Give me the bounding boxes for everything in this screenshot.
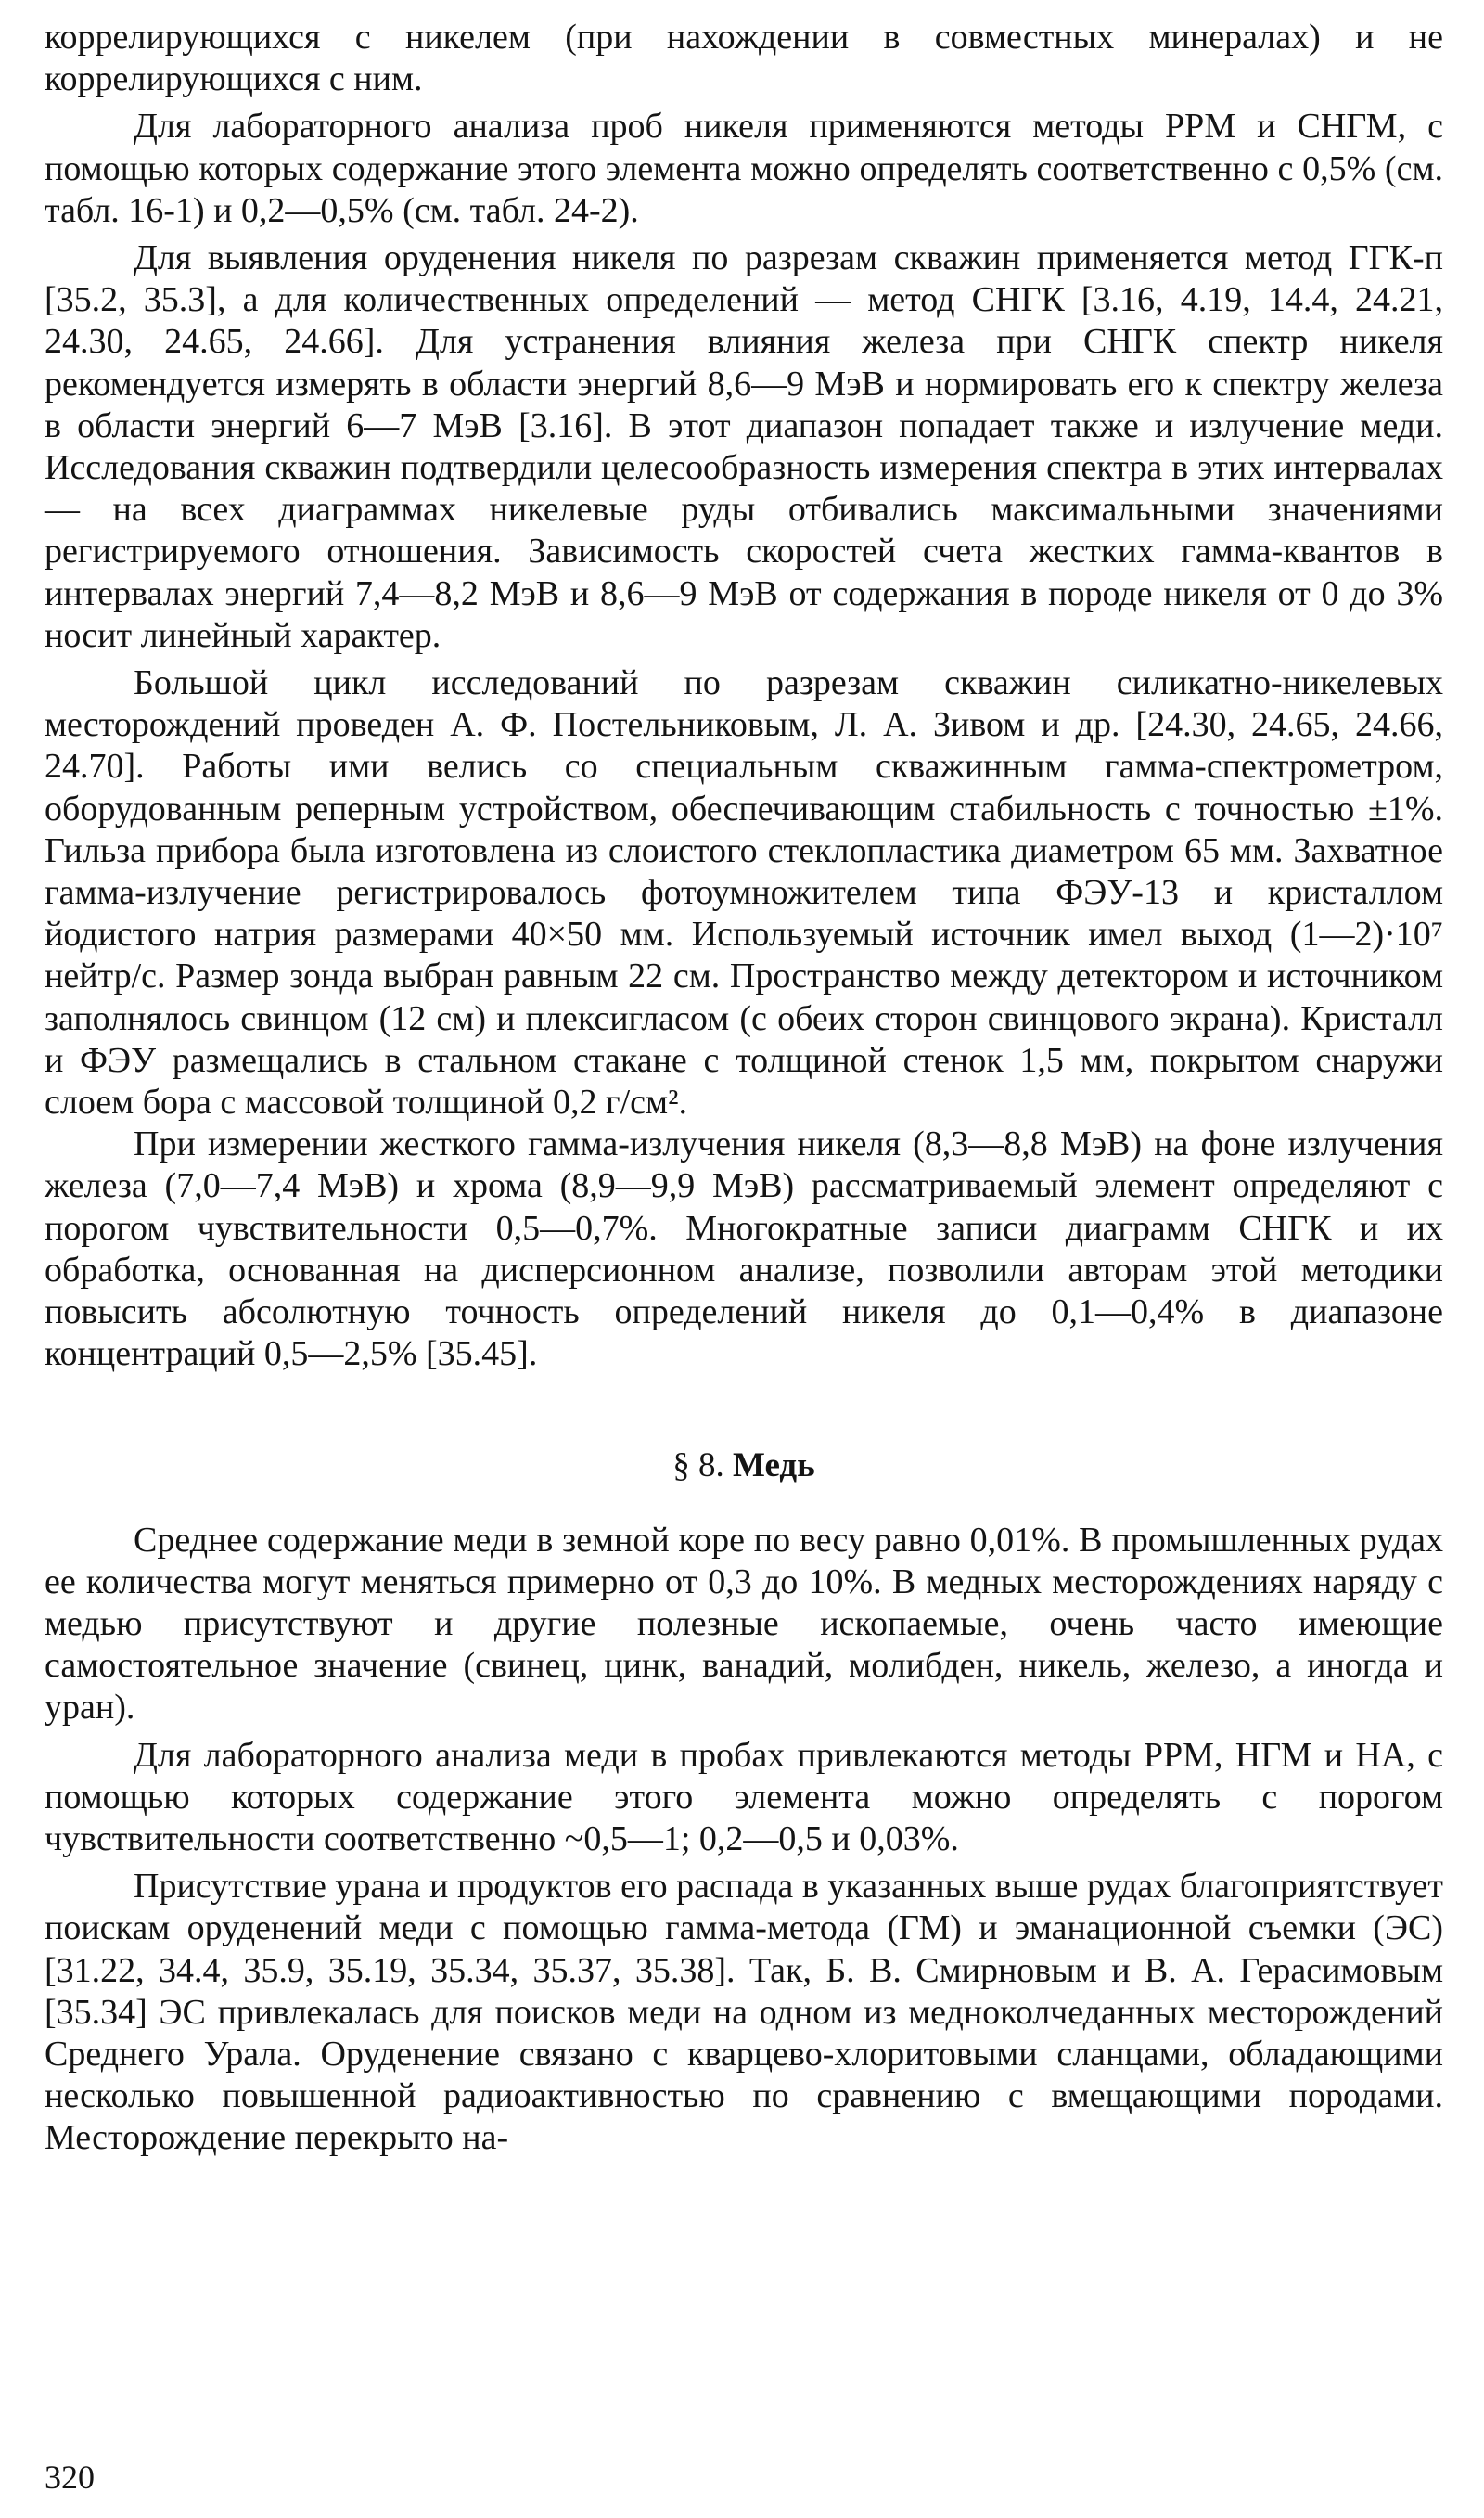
section-number: § 8. bbox=[672, 1445, 724, 1484]
paragraph-1: коррелирующихся с никелем (при нахождении в совместных минералах) и не коррелирующихся с ним. bbox=[45, 18, 1443, 99]
paragraph-8: Присутствие урана и продуктов его распада в указанных выше рудах благоприятствует поискам оруденений меди с помощью гамма-метода (ГМ) и эманационной съемки (ЭС) [31.22, 34.4, 35.9, 35.19, 35.34, 35.37, 35.38]. Так, Б. В. Смирновым и В. А. Герасимовым [35.34] ЭС привлекалась для поисков меди на одном из медноколчеданных месторождений Среднего Урала. Оруденение связано с кварцево-хлоритовыми сланцами, обладающими несколько повышенной радиоактивностью по сравнению с вмещающими породами. Месторождение перекрыто на- bbox=[45, 1867, 1443, 2158]
paragraph-4: Большой цикл исследований по разрезам скважин силикатно-никелевых месторождений проведен А. Ф. Постельниковым, Л. А. Зивом и др. [24.30, 24.65, 24.66, 24.70]. Работы ими велись со специальным скважинным гамма-спектрометром, оборудованным реперным устройством, обеспечивающим стабильность с точностью ±1%. Гильза прибора была изготовлена из слоистого стеклопластика диаметром 65 мм. Захватное гамма-излучение регистрировалось фотоумножителем типа ФЭУ-13 и кристаллом йодистого натрия размерами 40×50 мм. Используемый источник имел выход (1—2)·10⁷ нейтр/с. Размер зонда выбран равным 22 см. Пространство между детектором и источником заполнялось свинцом (12 см) и плексигласом (с обеих сторон свинцового экрана). Кристалл и ФЭУ размещались в стальном стакане с толщиной стенок 1,5 мм, покрытом снаружи слоем бора с массовой толщиной 0,2 г/см². bbox=[45, 663, 1443, 1123]
paragraph-5: При измерении жесткого гамма-излучения никеля (8,3—8,8 МэВ) на фоне излучения железа (7,0—7,4 МэВ) и хрома (8,9—9,9 МэВ) рассматриваемый элемент определяют с порогом чувствительности 0,5—0,7%. Многократные записи диаграмм СНГК и их обработка, основанная на дисперсионном анализе, позволили авторам этой методики повысить абсолютную точность определений никеля до 0,1—0,4% в диапазоне концентраций 0,5—2,5% [35.45]. bbox=[45, 1124, 1443, 1374]
paragraph-6: Среднее содержание меди в земной коре по весу равно 0,01%. В промышленных рудах ее количества могут меняться примерно от 0,3 до 10%. В медных месторождениях наряду с медью присутствуют и другие полезные ископаемые, очень часто имеющие самостоятельное значение (свинец, цинк, ванадий, молибден, никель, железо, а иногда и уран). bbox=[45, 1520, 1443, 1728]
page-content bbox=[45, 17, 1443, 2160]
paragraph-2: Для лабораторного анализа проб никеля применяются методы PPM и СНГМ, с помощью которых содержание этого элемента можно определять соответственно с 0,5% (см. табл. 16-1) и 0,2—0,5% (см. табл. 24-2). bbox=[45, 107, 1443, 230]
page-number: 320 bbox=[45, 2459, 95, 2496]
paragraph-7: Для лабораторного анализа меди в пробах привлекаются методы PPM, НГМ и НА, с помощью которых содержание этого элемента можно определять с порогом чувствительности соответственно ~0,5—1; 0,2—0,5 и 0,03%. bbox=[45, 1735, 1443, 1858]
paragraph-3: Для выявления оруденения никеля по разрезам скважин применяется метод ГГК-п [35.2, 35.3], а для количественных определений — метод СНГК [3.16, 4.19, 14.4, 24.21, 24.30, 24.65, 24.66]. Для устранения влияния железа при СНГК спектр никеля рекомендуется измерять в области энергий 8,6—9 МэВ и нормировать его к спектру железа в области энергий 6—7 МэВ [3.16]. В этот диапазон попадает также и излучение меди. Исследования скважин подтвердили целесообразность измерения спектра в этих интервалах — на всех диаграммах никелевые руды отбивались максимальными значениями регистрируемого отношения. Зависимость скоростей счета жестких гамма-квантов в интервалах энергий 7,4—8,2 МэВ и 8,6—9 МэВ от содержания в породе никеля от 0 до 3% носит линейный характер. bbox=[45, 238, 1443, 655]
section-heading bbox=[45, 1445, 1443, 1486]
section-title: Медь bbox=[733, 1445, 815, 1484]
